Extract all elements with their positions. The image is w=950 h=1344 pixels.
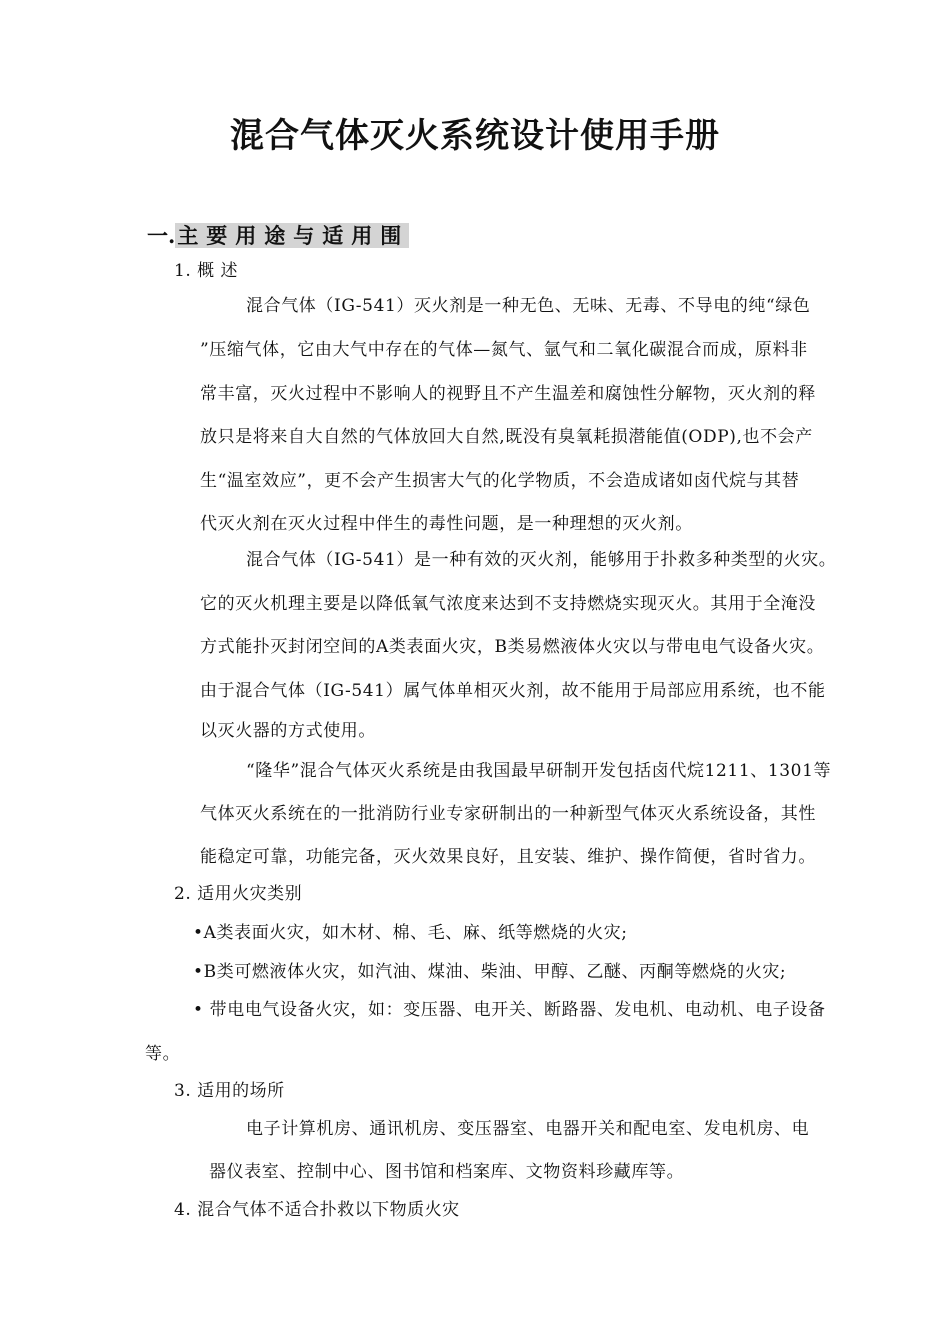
paragraph-line: 常丰富，灭火过程中不影响人的视野且不产生温差和腐蚀性分解物，灭火剂的释 (200, 384, 816, 404)
paragraph-line: 以灭火器的方式使用。 (200, 721, 376, 741)
bullet-item: • 带电电气设备火灾，如：变压器、电开关、断路器、发电机、电动机、电子设备 (193, 1000, 826, 1020)
section-title: 主要用途与适用围 (177, 223, 410, 248)
subsection-label: 1. 概 述 (174, 261, 239, 281)
paragraph-line: 由于混合气体（IG-541）属气体单相灭火剂，故不能用于局部应用系统，也不能 (200, 681, 826, 701)
bullet-item: •A类表面火灾，如木材、棉、毛、麻、纸等燃烧的火灾; (193, 923, 628, 943)
paragraph-line: 气体灭火系统在的一批消防行业专家研制出的一种新型气体灭火系统设备，其性 (200, 804, 816, 824)
section-heading (147, 220, 409, 250)
paragraph-line: 混合气体（IG-541）灭火剂是一种无色、无味、无毒、不导电的纯“绿色 (246, 296, 811, 316)
paragraph-line: 方式能扑灭封闭空间的A类表面火灾，B类易燃液体火灾以与带电电气设备火灾。 (200, 637, 825, 657)
paragraph-line: 电子计算机房、通讯机房、变压器室、电器开关和配电室、发电机房、电 (246, 1119, 810, 1139)
paragraph-line: 生“温室效应”，更不会产生损害大气的化学物质，不会造成诸如卤代烷与其替 (200, 471, 800, 491)
paragraph-line: 放只是将来自大自然的气体放回大自然,既没有臭氧耗损潜能值(ODP),也不会产 (200, 427, 813, 447)
paragraph-line: 混合气体（IG-541）是一种有效的灭火剂，能够用于扑救多种类型的火灾。 (246, 550, 837, 570)
subsection-label: 3. 适用的场所 (174, 1081, 285, 1101)
paragraph-line: ”压缩气体，它由大气中存在的气体—氮气、氩气和二氧化碳混合而成，原料非 (200, 340, 808, 360)
paragraph-line: 能稳定可靠，功能完备，灭火效果良好，且安装、维护、操作简便，省时省力。 (200, 847, 816, 867)
paragraph-line: “隆华”混合气体灭火系统是由我国最早研制开发包括卤代烷1211、1301等 (246, 761, 832, 781)
subsection-label: 2. 适用火灾类别 (174, 884, 303, 904)
paragraph-line: 它的灭火机理主要是以降低氧气浓度来达到不支持燃烧实现灭火。其用于全淹没 (200, 594, 816, 614)
paragraph-line: 器仪表室、控制中心、图书馆和档案库、文物资料珍藏库等。 (209, 1162, 685, 1182)
bullet-item: •B类可燃液体火灾，如汽油、煤油、柴油、甲醇、乙醚、丙酮等燃烧的火灾; (193, 962, 787, 982)
bullet-item-tail: 等。 (145, 1044, 181, 1064)
paragraph-line: 代灭火剂在灭火过程中伴生的毒性问题，是一种理想的灭火剂。 (200, 514, 693, 534)
document-title: 混合气体灭火系统设计使用手册 (230, 116, 720, 156)
subsection-label: 4. 混合气体不适合扑救以下物质火灾 (174, 1200, 460, 1220)
section-number: 一. (147, 223, 176, 248)
